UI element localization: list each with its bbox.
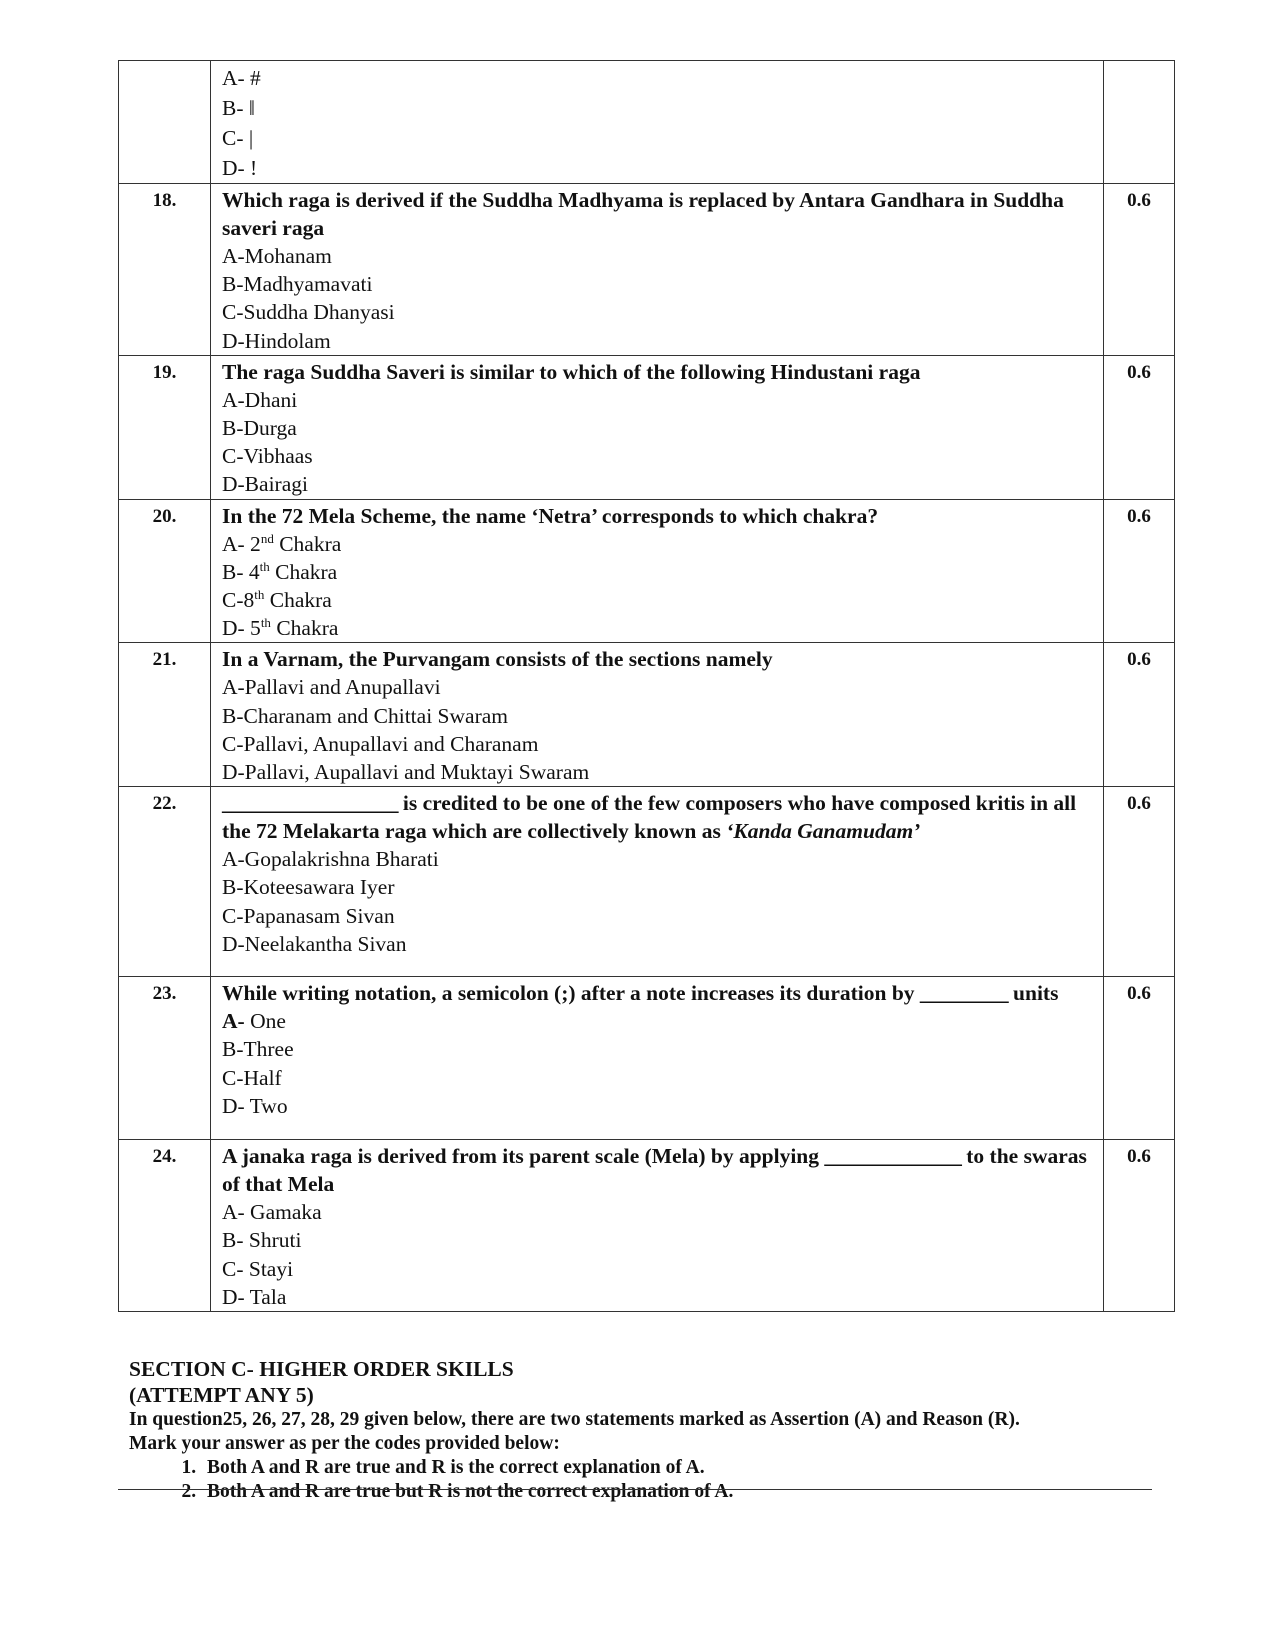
option-b: B- ‖ bbox=[222, 96, 255, 120]
option-c: C- | bbox=[222, 126, 254, 150]
question-body-cell bbox=[211, 61, 1104, 184]
answer-blank: _________ bbox=[919, 981, 1008, 1006]
option-c-ordinal: th bbox=[254, 586, 265, 602]
question-text: Which raga is derived if the Suddha Madhyama is replaced by Antara Gandhara in Suddha saveri raga bbox=[222, 188, 1064, 240]
question-text bbox=[222, 1142, 1093, 1198]
option-a: A- Gamaka bbox=[222, 1200, 322, 1225]
question-marks: 0.6 bbox=[1104, 643, 1175, 787]
option-a-text: One bbox=[244, 1009, 286, 1034]
question-marks: 0.6 bbox=[1104, 1140, 1175, 1312]
question-marks: 0.6 bbox=[1104, 355, 1175, 499]
option-b bbox=[222, 558, 1093, 586]
option-d-prefix: D- 5 bbox=[222, 616, 261, 641]
question-text: In a Varnam, the Purvangam consists of the sections namely bbox=[222, 647, 773, 672]
option-a-letter: A- bbox=[222, 1009, 245, 1034]
answer-codes-list bbox=[129, 1456, 1159, 1504]
question-row-22 bbox=[119, 787, 1175, 977]
answer-code-item: 1. Both A and R are true and R is the correct explanation of A. bbox=[201, 1456, 1159, 1480]
option-d-suffix: Chakra bbox=[270, 616, 339, 641]
option-b: B-Charanam and Chittai Swaram bbox=[222, 703, 508, 728]
option-a-prefix: A- 2 bbox=[222, 531, 261, 556]
question-body-cell bbox=[211, 977, 1104, 1140]
question-text: In the 72 Mela Scheme, the name ‘Netra’ corresponds to which chakra? bbox=[222, 503, 879, 528]
question-table bbox=[118, 60, 1175, 1312]
question-number: 18. bbox=[119, 184, 211, 356]
option-b: B- Shruti bbox=[222, 1228, 302, 1253]
answer-blank: __________________ bbox=[222, 791, 398, 816]
question-text: The raga Suddha Saveri is similar to which of the following Hindustani raga bbox=[222, 359, 921, 384]
option-c: C-Papanasam Sivan bbox=[222, 903, 395, 928]
marks-cell bbox=[1104, 61, 1175, 184]
option-a-suffix: Chakra bbox=[273, 531, 342, 556]
answer-code-item: 2. Both A and R are true but R is not the correct explanation of A. bbox=[201, 1480, 1159, 1504]
question-row-23 bbox=[119, 977, 1175, 1140]
question-body-cell bbox=[211, 1140, 1104, 1312]
question-number: 24. bbox=[119, 1140, 211, 1312]
option-d: D-Bairagi bbox=[222, 472, 308, 497]
option-a: A-Dhani bbox=[222, 387, 298, 412]
question-row-21 bbox=[119, 643, 1175, 787]
section-instruction-codes: Mark your answer as per the codes provided below: bbox=[129, 1433, 560, 1454]
option-c: C-Half bbox=[222, 1065, 282, 1090]
option-d: D- ! bbox=[222, 156, 258, 180]
question-number: 22. bbox=[119, 787, 211, 977]
answer-blank: ______________ bbox=[824, 1144, 961, 1169]
question-body-cell bbox=[211, 355, 1104, 499]
question-text-main: A janaka raga is derived from its parent scale (Mela) by applying bbox=[222, 1144, 825, 1169]
option-b: B-Three bbox=[222, 1037, 294, 1062]
option-b: B-Koteesawara Iyer bbox=[222, 875, 395, 900]
option-a-ordinal: nd bbox=[260, 530, 274, 546]
section-subtitle: (ATTEMPT ANY 5) bbox=[129, 1383, 314, 1407]
option-a: A-Pallavi and Anupallavi bbox=[222, 675, 441, 700]
question-row-18 bbox=[119, 184, 1175, 356]
question-body-cell bbox=[211, 499, 1104, 643]
question-row-19 bbox=[119, 355, 1175, 499]
question-text-main: is credited to be one of the few composers who have composed kritis in all the 72 Melakarta raga which are collectively known as bbox=[222, 791, 1077, 844]
option-b-ordinal: th bbox=[259, 558, 270, 574]
option-d: D- Tala bbox=[222, 1284, 287, 1309]
question-text-end: units bbox=[1007, 981, 1059, 1006]
bottom-divider bbox=[118, 1489, 1152, 1490]
option-b-prefix: B- 4 bbox=[222, 559, 260, 584]
question-body-cell bbox=[211, 643, 1104, 787]
question-body-cell bbox=[211, 184, 1104, 356]
question-marks: 0.6 bbox=[1104, 977, 1175, 1140]
question-marks: 0.6 bbox=[1104, 499, 1175, 643]
question-marks: 0.6 bbox=[1104, 787, 1175, 977]
option-a bbox=[222, 530, 1093, 558]
option-d-ordinal: th bbox=[260, 615, 271, 631]
option-a: A- # bbox=[222, 66, 261, 90]
question-number: 21. bbox=[119, 643, 211, 787]
question-number: 19. bbox=[119, 355, 211, 499]
option-c: C- Stayi bbox=[222, 1256, 294, 1281]
option-b: B-Madhyamavati bbox=[222, 272, 373, 297]
option-a: A-Gopalakrishna Bharati bbox=[222, 847, 439, 872]
option-a bbox=[222, 1007, 1093, 1035]
question-text-italic: ‘Kanda Ganamudam’ bbox=[726, 819, 921, 844]
section-title: SECTION C- HIGHER ORDER SKILLS bbox=[129, 1357, 514, 1381]
question-text-end: to the swaras of that Mela bbox=[222, 1144, 1087, 1197]
section-c bbox=[129, 1356, 1159, 1504]
question-text bbox=[222, 789, 1093, 845]
option-c bbox=[222, 586, 1093, 614]
option-d: D-Hindolam bbox=[222, 328, 331, 353]
option-c: C-Pallavi, Anupallavi and Charanam bbox=[222, 731, 539, 756]
option-d: D-Neelakantha Sivan bbox=[222, 931, 407, 956]
option-d bbox=[222, 614, 1093, 642]
option-c: C-Suddha Dhanyasi bbox=[222, 300, 395, 325]
option-d: D- Two bbox=[222, 1093, 288, 1118]
question-row-17-continued bbox=[119, 61, 1175, 184]
option-c: C-Vibhaas bbox=[222, 444, 313, 469]
option-b: B-Durga bbox=[222, 416, 297, 441]
option-b-suffix: Chakra bbox=[269, 559, 338, 584]
question-number-cell bbox=[119, 61, 211, 184]
question-body-cell bbox=[211, 787, 1104, 977]
question-row-20 bbox=[119, 499, 1175, 643]
question-text-main: While writing notation, a semicolon (;) after a note increases its duration by bbox=[222, 981, 920, 1006]
question-marks: 0.6 bbox=[1104, 184, 1175, 356]
question-number: 20. bbox=[119, 499, 211, 643]
option-d: D-Pallavi, Aupallavi and Muktayi Swaram bbox=[222, 760, 590, 785]
section-instruction: In question25, 26, 27, 28, 29 given below, there are two statements marked as Assertion (A) and Reason (R). bbox=[129, 1409, 1020, 1430]
option-a: A-Mohanam bbox=[222, 244, 332, 268]
option-c-prefix: C-8 bbox=[222, 588, 255, 613]
question-row-24 bbox=[119, 1140, 1175, 1312]
question-number: 23. bbox=[119, 977, 211, 1140]
question-text bbox=[222, 979, 1093, 1007]
option-c-suffix: Chakra bbox=[264, 588, 332, 613]
